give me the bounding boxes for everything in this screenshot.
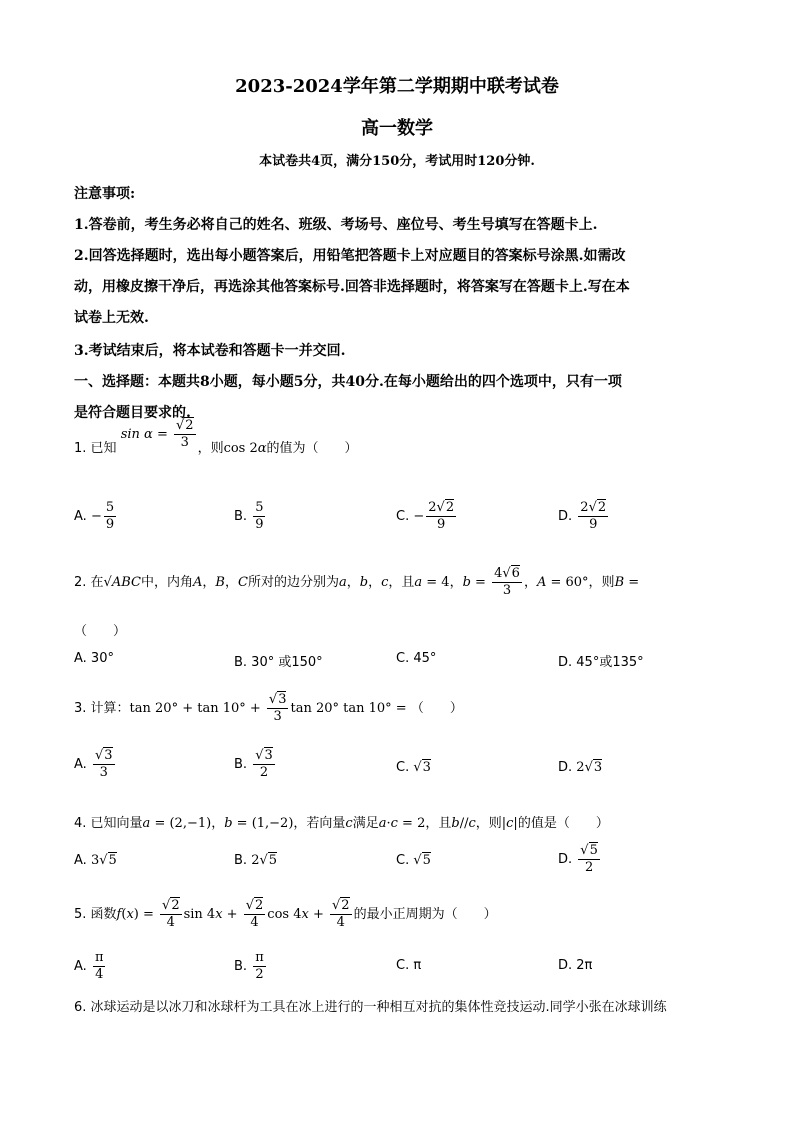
q4-option-b[interactable]: B. 2√5: [234, 853, 278, 868]
q5-option-a[interactable]: A. $\frac{\pi}{4}$: [74, 950, 104, 982]
notice-heading: 注意事项:: [74, 186, 136, 202]
exam-subject: 高一数学: [361, 118, 433, 139]
q2-answer-blank: （ ）: [74, 624, 127, 639]
q4-option-d[interactable]: D. $\frac{√5}{2}$: [558, 843, 598, 875]
notice-item-2-line-2: 动，用橡皮擦干净后，再选涂其他答案标号.回答非选择题时，将答案写在答题卡上.写在本: [74, 279, 630, 295]
q2-option-a[interactable]: A. 30°: [74, 651, 114, 666]
question-6: 6. 冰球运动是以冰刀和冰球杆为工具在冰上进行的一种相互对抗的集体性竞技运动.同学小张在冰球训练: [74, 1000, 667, 1015]
question-1: 1. 已知 sin α = $\frac{√2}{3}$ ，则cos 2α的值为（ ）: [74, 418, 358, 456]
notice-item-1: 1.答卷前，考生务必将自己的姓名、班级、考场号、座位号、考生号填写在答题卡上.: [74, 217, 598, 233]
q3-option-b[interactable]: B. $\frac{√3}{2}$: [234, 748, 273, 780]
question-5: 5. 函数f(x) = $\frac{√2}{4}$ sin 4x + $\frac{√2}{4}$ cos 4x + $\frac{√2}{4}$ 的最小正周期为（ ）: [74, 898, 497, 930]
section-1-line-2: 是符合题目要求的.: [74, 405, 191, 421]
notice-item-3: 3.考试结束后，将本试卷和答题卡一并交回.: [74, 343, 346, 359]
q3-option-d[interactable]: D. 2√3: [558, 760, 603, 775]
q3-option-c[interactable]: C. √3: [396, 760, 431, 775]
q2-option-d[interactable]: D. 45°或135°: [558, 655, 644, 670]
question-4: 4. 已知向量a = (2,−1)，b = (1,−2)，若向量c满足a·c = 2，且b//c，则|c|的值是（ ）: [74, 816, 609, 831]
q1-option-d[interactable]: D. $\frac{2√2}{9}$: [558, 500, 607, 532]
q4-option-c[interactable]: C. √5: [396, 853, 431, 868]
notice-item-2-line-1: 2.回答选择题时，选出每小题答案后，用铅笔把答题卡上对应题目的答案标号涂黑.如需改: [74, 248, 626, 264]
q2-option-c[interactable]: C. 45°: [396, 651, 437, 666]
q1-option-b[interactable]: B. $\frac{5}{9}$: [234, 500, 264, 532]
q3-option-a[interactable]: A. $\frac{√3}{3}$: [74, 748, 113, 780]
q5-option-d[interactable]: D. 2π: [558, 958, 593, 973]
q5-option-b[interactable]: B. $\frac{\pi}{2}$: [234, 950, 264, 982]
section-1-line-1: 一、选择题：本题共8小题，每小题5分，共40分.在每小题给出的四个选项中，只有一项: [74, 374, 622, 390]
q1-option-a[interactable]: A. − $\frac{5}{9}$: [74, 500, 115, 532]
exam-info: 本试卷共4页，满分150分，考试用时120分钟.: [259, 154, 535, 169]
q5-option-c[interactable]: C. π: [396, 958, 422, 973]
q4-option-a[interactable]: A. 3√5: [74, 853, 117, 868]
question-3: 3. 计算：tan 20° + tan 10° + $\frac{√3}{3}$ tan 20° tan 10° = （ ）: [74, 692, 463, 724]
q2-option-b[interactable]: B. 30° 或150°: [234, 655, 323, 670]
question-2: 2. 在√ABC中，内角A，B，C所对的边分别为a，b，c，且a = 4，b = $\frac{4√6}{3}$ ，A = 60°，则B =: [74, 566, 640, 598]
q1-option-c[interactable]: C. − $\frac{2√2}{9}$: [396, 500, 455, 532]
notice-item-2-line-3: 试卷上无效.: [74, 310, 149, 326]
exam-title: 2023-2024学年第二学期期中联考试卷: [235, 76, 559, 97]
